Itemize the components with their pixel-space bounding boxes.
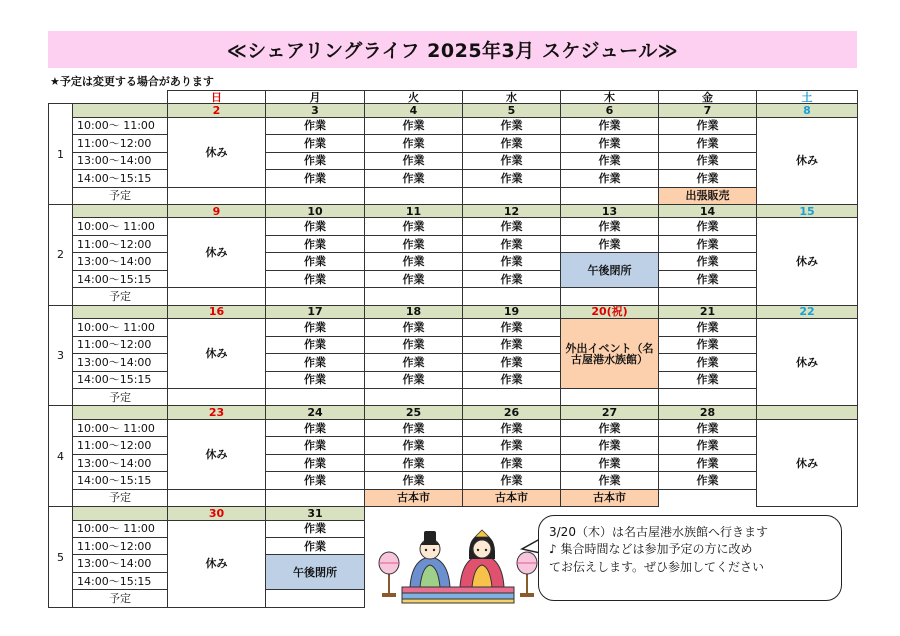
time-slot: 10:00～ 11:00 <box>73 218 168 235</box>
date-cell: 11 <box>365 205 463 218</box>
time-slot: 13:00～14:00 <box>73 152 168 169</box>
week-number: 1 <box>49 104 73 205</box>
bubble-line: てお伝えします。ぜひ参加してください <box>549 559 765 574</box>
work-cell: 作業 <box>659 270 757 287</box>
work-cell: 作業 <box>659 371 757 388</box>
date-cell: 20(祝) <box>561 305 659 318</box>
date-cell: 10 <box>266 205 365 218</box>
date-cell: 30 <box>168 507 266 520</box>
work-cell: 作業 <box>659 419 757 436</box>
time-slot: 14:00～15:15 <box>73 270 168 287</box>
closed-cell: 午後閉所 <box>266 555 365 590</box>
event-cell: 古本市 <box>463 489 561 506</box>
work-cell: 作業 <box>266 472 365 489</box>
work-cell: 作業 <box>659 336 757 353</box>
work-cell: 作業 <box>266 135 365 152</box>
week-number: 5 <box>49 507 73 608</box>
week-3-date-row <box>49 305 858 318</box>
week-number: 3 <box>49 305 73 406</box>
work-cell: 作業 <box>365 454 463 471</box>
work-cell: 作業 <box>365 152 463 169</box>
date-cell: 26 <box>463 406 561 419</box>
rest-cell: 休み <box>757 218 858 305</box>
event-cell: 古本市 <box>561 489 659 506</box>
work-cell: 作業 <box>659 472 757 489</box>
date-cell: 21 <box>659 305 757 318</box>
rest-cell: 休み <box>168 419 266 489</box>
work-cell: 作業 <box>365 472 463 489</box>
work-cell: 作業 <box>561 170 659 187</box>
aquarium-event-cell: 外出イベント（名古屋港水族館） <box>561 319 659 389</box>
time-slot: 13:00～14:00 <box>73 354 168 371</box>
work-cell: 作業 <box>463 218 561 235</box>
work-cell: 作業 <box>266 371 365 388</box>
work-cell: 作業 <box>659 152 757 169</box>
work-cell: 作業 <box>365 218 463 235</box>
work-cell: 作業 <box>659 235 757 252</box>
date-cell: 31 <box>266 507 365 520</box>
work-cell: 作業 <box>365 117 463 134</box>
date-cell: 5 <box>463 104 561 117</box>
work-cell: 作業 <box>365 235 463 252</box>
date-cell: 14 <box>659 205 757 218</box>
work-cell: 作業 <box>463 235 561 252</box>
yotei-label: 予定 <box>73 590 168 608</box>
work-cell: 作業 <box>365 371 463 388</box>
work-cell: 作業 <box>561 454 659 471</box>
work-cell: 作業 <box>463 354 561 371</box>
work-cell: 作業 <box>266 152 365 169</box>
time-slot: 14:00～15:15 <box>73 572 168 589</box>
work-cell: 作業 <box>266 419 365 436</box>
week-2-date-row <box>49 205 858 218</box>
weekday-mon: 月 <box>266 91 365 104</box>
time-slot: 11:00～12:00 <box>73 437 168 454</box>
rest-cell: 休み <box>168 218 266 288</box>
time-slot: 10:00～ 11:00 <box>73 520 168 537</box>
work-cell: 作業 <box>463 454 561 471</box>
bubble-line: 3/20（木）は名古屋港水族館へ行きます <box>549 525 768 539</box>
time-slot: 10:00～ 11:00 <box>73 419 168 436</box>
work-cell: 作業 <box>463 472 561 489</box>
work-cell: 作業 <box>561 437 659 454</box>
yotei-label: 予定 <box>73 187 168 204</box>
lantern-icon <box>517 552 537 597</box>
time-slot: 10:00～ 11:00 <box>73 117 168 134</box>
weekday-fri: 金 <box>659 91 757 104</box>
work-cell: 作業 <box>365 319 463 336</box>
event-cell: 古本市 <box>365 489 463 506</box>
page-title: ≪シェアリングライフ 2025年3月 スケジュール≫ <box>48 31 857 68</box>
date-cell: 25 <box>365 406 463 419</box>
time-slot: 11:00～12:00 <box>73 135 168 152</box>
work-cell: 作業 <box>365 336 463 353</box>
time-slot: 11:00～12:00 <box>73 235 168 252</box>
work-cell: 作業 <box>463 419 561 436</box>
time-slot: 13:00～14:00 <box>73 555 168 572</box>
work-cell: 作業 <box>561 135 659 152</box>
date-cell: 12 <box>463 205 561 218</box>
yotei-label: 予定 <box>73 288 168 305</box>
weekday-sun: 日 <box>168 91 266 104</box>
weekday-sat: 土 <box>757 91 858 104</box>
time-slot: 11:00～12:00 <box>73 538 168 555</box>
time-slot: 14:00～15:15 <box>73 170 168 187</box>
date-cell: 15 <box>757 205 858 218</box>
work-cell: 作業 <box>463 135 561 152</box>
lantern-icon <box>379 552 399 597</box>
work-cell: 作業 <box>463 117 561 134</box>
date-cell: 9 <box>168 205 266 218</box>
work-cell: 作業 <box>659 117 757 134</box>
work-cell: 作業 <box>561 472 659 489</box>
work-cell: 作業 <box>266 117 365 134</box>
rest-cell: 休み <box>757 419 858 506</box>
work-cell: 作業 <box>463 170 561 187</box>
work-cell: 作業 <box>463 371 561 388</box>
rest-cell: 休み <box>168 117 266 187</box>
work-cell: 作業 <box>266 253 365 270</box>
date-cell: 23 <box>168 406 266 419</box>
work-cell: 作業 <box>659 218 757 235</box>
work-cell: 作業 <box>266 235 365 252</box>
date-cell: 22 <box>757 305 858 318</box>
rest-cell: 休み <box>168 520 266 607</box>
date-cell: 27 <box>561 406 659 419</box>
work-cell: 作業 <box>365 437 463 454</box>
work-cell: 作業 <box>266 520 365 537</box>
yotei-label: 予定 <box>73 489 168 506</box>
work-cell: 作業 <box>463 253 561 270</box>
work-cell: 作業 <box>365 135 463 152</box>
work-cell: 作業 <box>463 319 561 336</box>
date-cell: 16 <box>168 305 266 318</box>
weekday-thu: 木 <box>561 91 659 104</box>
work-cell: 作業 <box>659 170 757 187</box>
hinamatsuri-illustration <box>372 511 852 605</box>
work-cell: 作業 <box>266 354 365 371</box>
mebina-doll-icon <box>460 530 504 587</box>
work-cell: 作業 <box>365 170 463 187</box>
time-slot: 13:00～14:00 <box>73 253 168 270</box>
date-cell: 13 <box>561 205 659 218</box>
date-cell: 28 <box>659 406 757 419</box>
work-cell: 作業 <box>365 419 463 436</box>
bubble-line: ♪ 集合時間などは参加予定の方に改め <box>549 542 753 557</box>
work-cell: 作業 <box>463 437 561 454</box>
date-cell: 8 <box>757 104 858 117</box>
date-cell: 2 <box>168 104 266 117</box>
rest-cell: 休み <box>168 319 266 389</box>
speech-bubble <box>538 515 842 601</box>
work-cell: 作業 <box>266 319 365 336</box>
work-cell: 作業 <box>463 270 561 287</box>
work-cell: 作業 <box>659 454 757 471</box>
week-number: 4 <box>49 406 73 507</box>
weekday-tue: 火 <box>365 91 463 104</box>
work-cell: 作業 <box>266 270 365 287</box>
week-1-date-row <box>49 104 858 117</box>
date-cell: 7 <box>659 104 757 117</box>
week-number: 2 <box>49 205 73 306</box>
obina-doll-icon <box>410 531 450 587</box>
time-slot: 14:00～15:15 <box>73 371 168 388</box>
work-cell: 作業 <box>266 538 365 555</box>
work-cell: 作業 <box>365 253 463 270</box>
rest-cell: 休み <box>757 319 858 406</box>
week-4-date-row <box>49 406 858 419</box>
rest-cell: 休み <box>757 117 858 204</box>
yotei-label: 予定 <box>73 389 168 406</box>
work-cell: 作業 <box>659 253 757 270</box>
work-cell: 作業 <box>463 336 561 353</box>
work-cell: 作業 <box>266 218 365 235</box>
work-cell: 作業 <box>561 218 659 235</box>
work-cell: 作業 <box>365 354 463 371</box>
time-slot: 14:00～15:15 <box>73 472 168 489</box>
date-cell: 18 <box>365 305 463 318</box>
work-cell: 作業 <box>659 354 757 371</box>
work-cell: 作業 <box>365 270 463 287</box>
work-cell: 作業 <box>561 152 659 169</box>
date-cell: 17 <box>266 305 365 318</box>
work-cell: 作業 <box>266 170 365 187</box>
time-slot: 10:00～ 11:00 <box>73 319 168 336</box>
work-cell: 作業 <box>266 454 365 471</box>
work-cell: 作業 <box>659 437 757 454</box>
date-cell: 4 <box>365 104 463 117</box>
work-cell: 作業 <box>266 437 365 454</box>
weekday-header-row <box>49 91 858 104</box>
time-slot: 13:00～14:00 <box>73 454 168 471</box>
hina-dolls-icon <box>372 511 542 605</box>
work-cell: 作業 <box>561 235 659 252</box>
closed-cell: 午後閉所 <box>561 253 659 288</box>
weekday-wed: 水 <box>463 91 561 104</box>
time-slot: 11:00～12:00 <box>73 336 168 353</box>
date-cell: 19 <box>463 305 561 318</box>
work-cell: 作業 <box>463 152 561 169</box>
work-cell: 作業 <box>561 117 659 134</box>
work-cell: 作業 <box>659 135 757 152</box>
event-cell: 出張販売 <box>659 187 757 204</box>
work-cell: 作業 <box>561 419 659 436</box>
schedule-note: ★予定は変更する場合があります <box>50 75 214 88</box>
work-cell: 作業 <box>659 319 757 336</box>
date-cell: 3 <box>266 104 365 117</box>
work-cell: 作業 <box>266 336 365 353</box>
date-cell: 6 <box>561 104 659 117</box>
date-cell: 24 <box>266 406 365 419</box>
